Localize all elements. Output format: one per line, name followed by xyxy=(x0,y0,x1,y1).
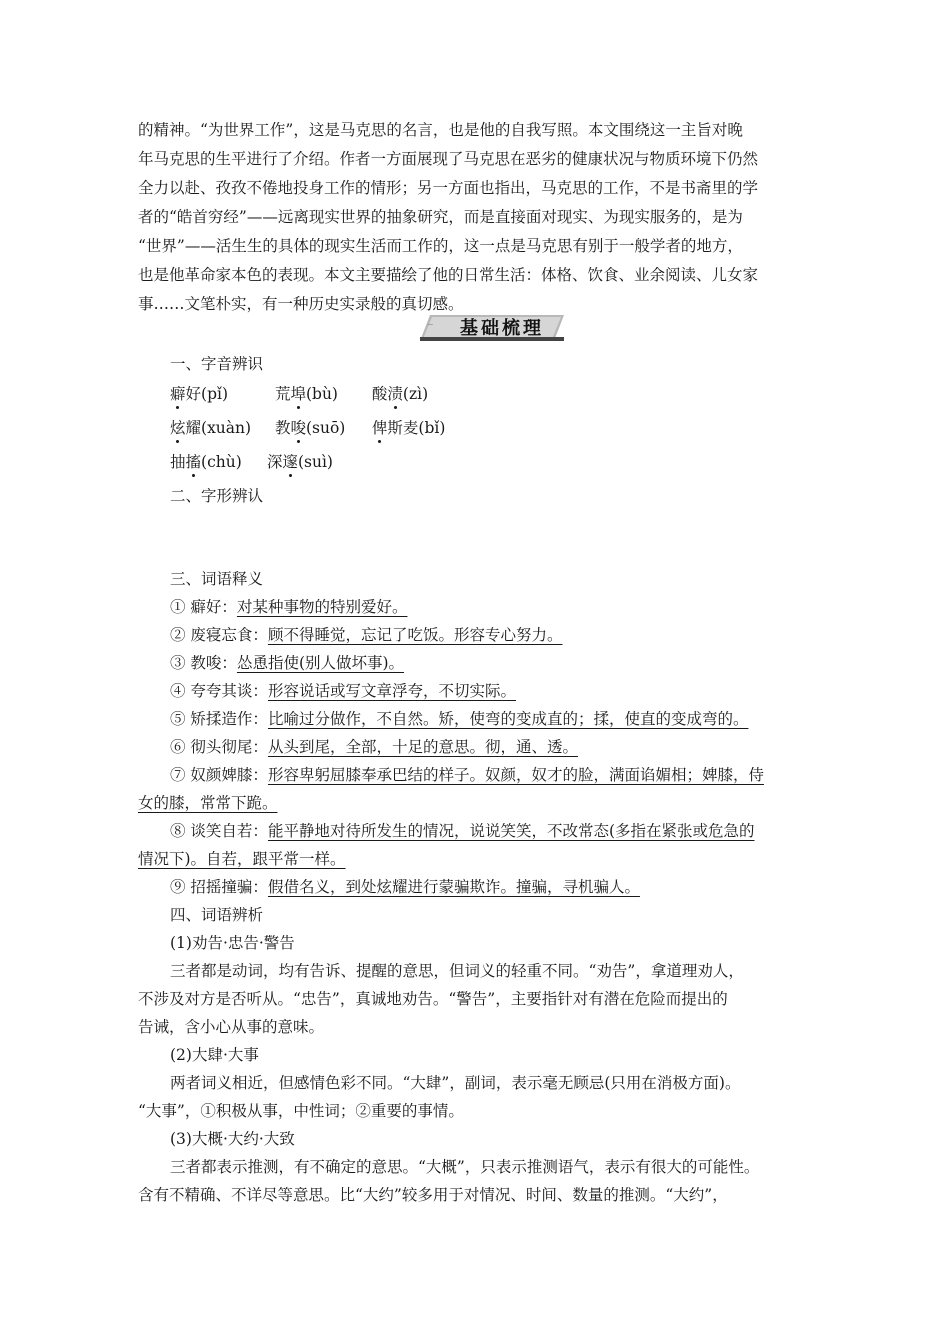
pronunciation-item: 抽搐(chù) xyxy=(170,450,262,472)
definition-item: ③ 教唆：怂恿指使(别人做坏事)。 xyxy=(170,654,405,672)
definition-item: ⑦ 奴颜婢膝：形容卑躬屈膝奉承巴结的样子。奴颜，奴才的脸，满面谄媚相；婢膝，侍 xyxy=(170,766,764,784)
intro-line: 全力以赴、孜孜不倦地投身工作的情形；另一方面也指出，马克思的工作，不是书斋里的学 xyxy=(138,179,759,197)
intro-line: 年马克思的生平进行了介绍。作者一方面展现了马克思在恶劣的健康状况与物质环境下仍然 xyxy=(138,150,759,168)
definition-item: ② 废寝忘食：顾不得睡觉，忘记了吃饭。形容专心努力。 xyxy=(170,626,563,644)
pronunciation-item: 深邃(suì) xyxy=(267,450,333,472)
intro-line: 的精神。“为世界工作”，这是马克思的名言，也是他的自我写照。本文围绕这一主旨对晚 xyxy=(138,121,743,139)
pronunciation-item: 荒埠(bù) xyxy=(275,382,367,404)
pronunciation-row xyxy=(138,450,333,472)
definition-continuation: 女的膝，常常下跪。 xyxy=(138,794,278,812)
intro-line: “世界”——活生生的具体的现实生活而工作的，这一点是马克思有别于一般学者的地方， xyxy=(138,237,743,255)
analysis-line: “大事”，①积极从事，中性词；②重要的事情。 xyxy=(138,1102,464,1120)
intro-line: 者的“皓首穷经”——远离现实世界的抽象研究，而是直接面对现实、为现实服务的，是为 xyxy=(138,208,743,226)
definition-item: ④ 夸夸其谈：形容说话或写文章浮夸，不切实际。 xyxy=(170,682,516,700)
pronunciation-item: 癖好(pǐ) xyxy=(170,382,270,404)
analysis-line: 三者都表示推测，有不确定的意思。“大概”，只表示推测语气，表示有很大的可能性。 xyxy=(170,1158,760,1176)
analysis-title: (1)劝告·忠告·警告 xyxy=(170,934,295,952)
intro-line: 也是他革命家本色的表现。本文主要描绘了他的日常生活：体格、饮食、业余阅读、儿女家 xyxy=(138,266,759,284)
section-heading: 四、词语辨析 xyxy=(170,906,264,924)
analysis-line: 告诫，含小心从事的意味。 xyxy=(138,1018,325,1036)
analysis-line: 两者词义相近，但感情色彩不同。“大肆”，副词，表示毫无顾忌(只用在消极方面)。 xyxy=(170,1074,741,1092)
intro-line: 事……文笔朴实，有一种历史实录般的真切感。 xyxy=(138,295,464,313)
pronunciation-row xyxy=(138,382,428,404)
analysis-line: 含有不精确、不详尽等意思。比“大约”较多用于对情况、时间、数量的推测。“大约”， xyxy=(138,1186,728,1204)
pronunciation-item: 炫耀(xuàn) xyxy=(170,416,270,438)
section-banner xyxy=(418,313,566,343)
analysis-title: (3)大概·大约·大致 xyxy=(170,1130,295,1148)
svg-text:~: ~ xyxy=(427,320,434,329)
section-heading: 一、字音辨识 xyxy=(170,355,264,373)
definition-item: ⑧ 谈笑自若：能平静地对待所发生的情况，说说笑笑，不改常态(多指在紧张或危急的 xyxy=(170,822,755,840)
section-heading: 三、词语释义 xyxy=(170,570,264,588)
definition-item: ⑨ 招摇撞骗：假借名义，到处炫耀进行蒙骗欺诈。撞骗，寻机骗人。 xyxy=(170,878,640,896)
analysis-title: (2)大肆·大事 xyxy=(170,1046,259,1064)
analysis-line: 三者都是动词，均有告诉、提醒的意思，但词义的轻重不同。“劝告”，拿道理劝人， xyxy=(170,962,744,980)
definition-continuation: 情况下)。自若，跟平常一样。 xyxy=(138,850,346,868)
definition-item: ⑤ 矫揉造作：比喻过分做作，不自然。矫，使弯的变成直的；揉，使直的变成弯的。 xyxy=(170,710,749,728)
pronunciation-item: 俾斯麦(bǐ) xyxy=(372,416,446,438)
definition-item: ⑥ 彻头彻尾：从头到尾，全部，十足的意思。彻，通、透。 xyxy=(170,738,578,756)
definition-item: ① 癖好：对某种事物的特别爱好。 xyxy=(170,598,408,616)
pronunciation-row xyxy=(138,416,445,438)
banner-title: 基础梳理 xyxy=(460,318,544,339)
pronunciation-item: 教唆(suō) xyxy=(275,416,367,438)
section-heading: 二、字形辨认 xyxy=(170,487,264,505)
analysis-line: 不涉及对方是否听从。“忠告”，真诚地劝告。“警告”，主要指针对有潜在危险而提出的 xyxy=(138,990,728,1008)
pronunciation-item: 酸渍(zì) xyxy=(372,382,428,404)
